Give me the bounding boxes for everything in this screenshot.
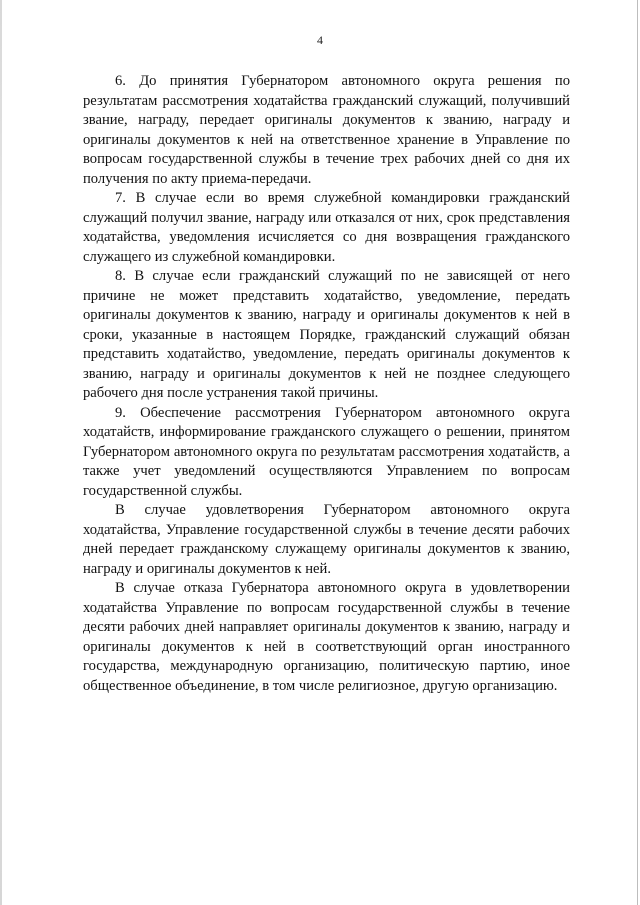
paragraph-6: 6. До принятия Губернатором автономного округа решения по результатам рассмотрения ходатайства гражданский служащий, получивший звание, награду, передает оригиналы документов к званию, награду и оригиналы документов к ней на ответственное хранение в Управление по вопросам государственной службы в течение трех рабочих дней со дня их получения по акту приема-передачи. [83,73,570,187]
scan-edge-right [637,0,638,905]
paragraph-8: 8. В случае если гражданский служащий по не зависящей от него причине не может представить ходатайство, уведомление, передать оригиналы документов к званию, награду и оригиналы документов к ней в сроки, указанные в настоящем Порядке, гражданский служащий обязан представить ходатайство, уведомление, передать оригиналы документов к званию, награду и оригиналы документов к ней не позднее следующего рабочего дня после устранения такой причины. [83,268,570,401]
paragraph-7: 7. В случае если во время служебной командировки гражданский служащий получил звание, награду или отказался от них, срок представления ходатайства, уведомления исчисляется со дня возвращения гражданского служащего из служебной командировки. [83,190,570,265]
paragraph-9: 9. Обеспечение рассмотрения Губернатором автономного округа ходатайств, информирование гражданского служащего о решении, принятом Губернатором автономного округа по результатам рассмотрения ходатайств, а также учет уведомлений осуществляются Управлением по вопросам государственной службы. [83,404,570,499]
scan-edge-left [0,0,2,905]
page-number: 4 [317,33,323,47]
document-body [83,72,570,696]
paragraph-approval-case: В случае удовлетворения Губернатором автономного округа ходатайства, Управление государственной службы в течение десяти рабочих дней передает гражданскому служащему оригиналы документов к званию, награду и оригиналы документов к ней. [83,502,570,577]
paragraph-refusal-case: В случае отказа Губернатора автономного округа в удовлетворении ходатайства Управление по вопросам государственной службы в течение десяти рабочих дней направляет оригиналы документов к званию, награду и оригиналы документов к ней в соответствующий орган иностранного государства, международную организацию, политическую партию, иное общественное объединение, в том числе религиозное, другую организацию. [83,580,570,694]
